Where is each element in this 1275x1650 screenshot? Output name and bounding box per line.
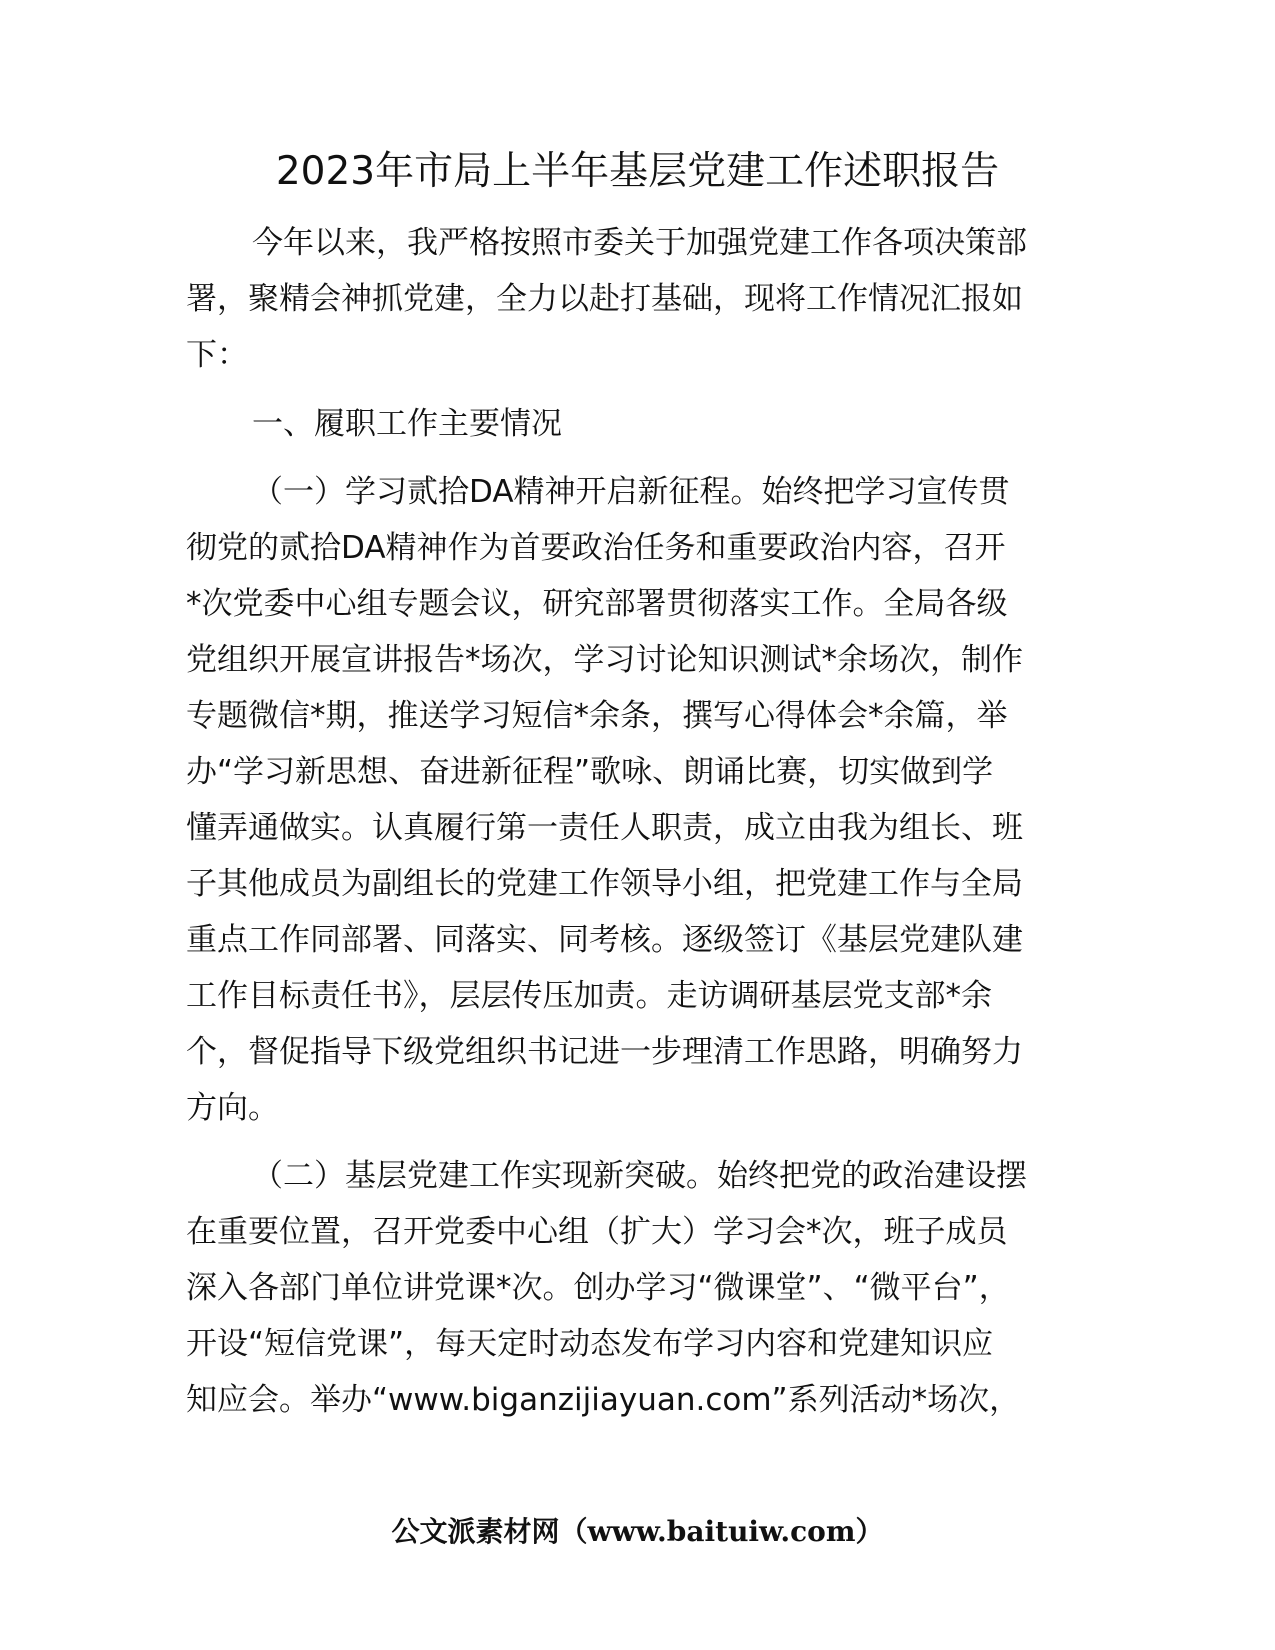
paragraph-line: 下： — [186, 337, 248, 373]
paragraph-line: 方向。 — [186, 1090, 279, 1126]
document-title: 2023年市局上半年基层党建工作述职报告 — [275, 149, 1000, 194]
paragraph-line: 个，督促指导下级党组织书记进一步理清工作思路，明确努力 — [186, 1034, 1023, 1070]
paragraph-line: 子其他成员为副组长的党建工作领导小组，把党建工作与全局 — [186, 866, 1023, 902]
paragraph-line: 知应会。举办“www.biganzijiayuan.com”系列活动*场次， — [186, 1382, 1021, 1418]
paragraph-line: *次党委中心组专题会议，研究部署贯彻落实工作。全局各级 — [186, 586, 1008, 622]
paragraph-line: 懂弄通做实。认真履行第一责任人职责，成立由我为组长、班 — [186, 810, 1023, 846]
paragraph-line: （一）学习贰拾DA精神开启新征程。始终把学习宣传贯 — [252, 474, 1010, 510]
paragraph-line: （二）基层党建工作实现新突破。始终把党的政治建设摆 — [252, 1158, 1027, 1194]
paragraph-line: 党组织开展宣讲报告*场次，学习讨论知识测试*余场次，制作 — [186, 642, 1023, 678]
paragraph-line: 专题微信*期，推送学习短信*余条，撰写心得体会*余篇，举 — [186, 698, 1008, 734]
paragraph-line: 办“学习新思想、奋进新征程”歌咏、朗诵比赛，切实做到学 — [186, 754, 994, 790]
paragraph-line: 重点工作同部署、同落实、同考核。逐级签订《基层党建队建 — [186, 922, 1023, 958]
paragraph-line: 工作目标责任书》，层层传压加责。走访调研基层党支部*余 — [186, 978, 992, 1014]
paragraph-line: 署，聚精会神抓党建，全力以赴打基础，现将工作情况汇报如 — [186, 281, 1023, 317]
paragraph-line: 深入各部门单位讲党课*次。创办学习“微课堂”、“微平台”， — [186, 1270, 1010, 1306]
section-heading: 一、履职工作主要情况 — [252, 406, 562, 442]
paragraph-line: 今年以来，我严格按照市委关于加强党建工作各项决策部 — [252, 225, 1027, 261]
paragraph-line: 彻党的贰拾DA精神作为首要政治任务和重要政治内容，召开 — [186, 530, 1006, 566]
paragraph-line: 开设“短信党课”，每天定时动态发布学习内容和党建知识应 — [186, 1326, 994, 1362]
page-footer: 公文派素材网（www.baituiw.com） — [391, 1515, 884, 1548]
paragraph-line: 在重要位置，召开党委中心组（扩大）学习会*次，班子成员 — [186, 1214, 1008, 1250]
